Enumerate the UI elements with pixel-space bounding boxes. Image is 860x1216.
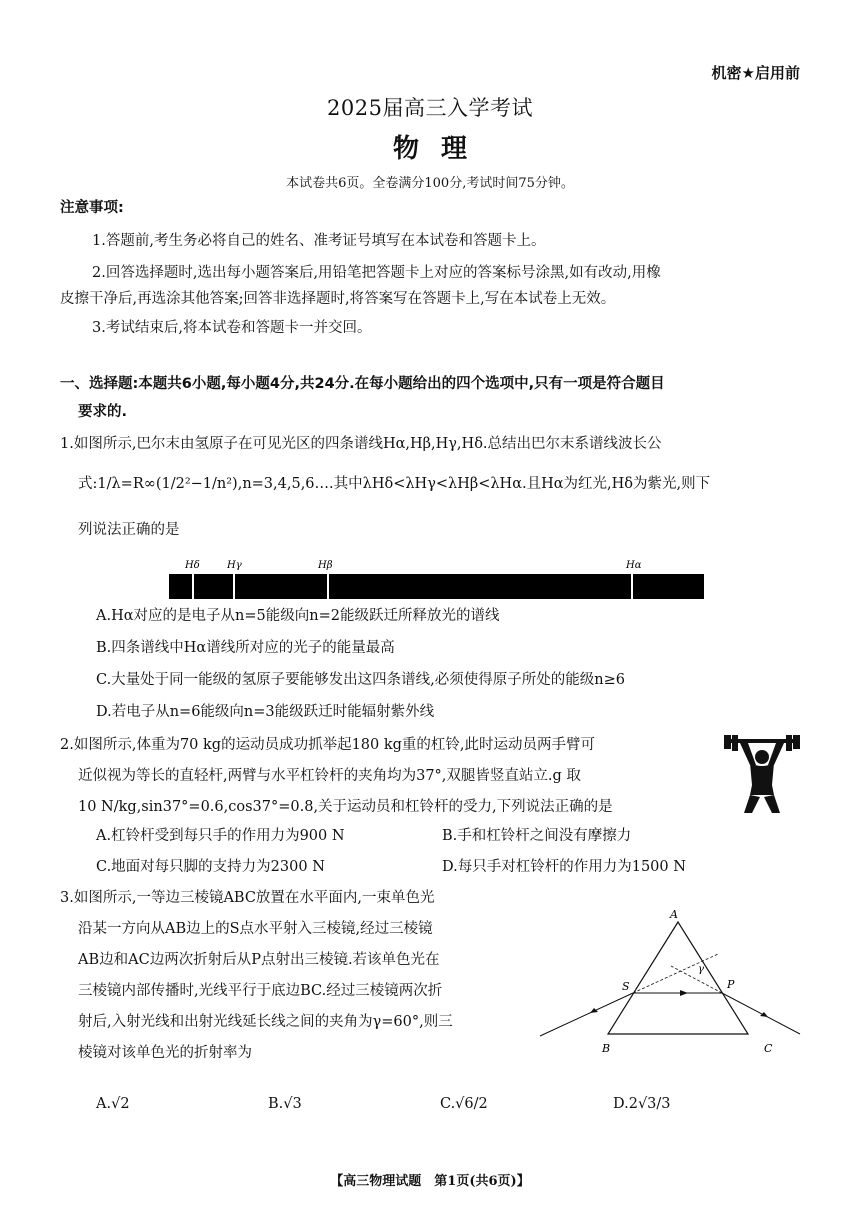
- note-item: 1.答题前,考生务必将自己的姓名、准考证号填写在本试卷和答题卡上。: [92, 233, 546, 249]
- vertex-a: A: [670, 908, 678, 921]
- q3-stem-4: 三棱镜内部传播时,光线平行于底边BC.经过三棱镜两次折: [78, 983, 443, 999]
- label-h-gamma: Hγ: [227, 560, 242, 571]
- q1-stem-end: 列说法正确的是: [78, 522, 180, 538]
- q1-option-a: A.Hα对应的是电子从n=5能级向n=2能级跃迁所释放光的谱线: [96, 608, 500, 624]
- exam-title: 2025届高三入学考试: [327, 96, 533, 120]
- q2-stem: 2.如图所示,体重为70 kg的运动员成功抓举起180 kg重的杠铃,此时运动员两手臂可: [60, 737, 596, 753]
- q2-stem-cont: 近似视为等长的直轻杆,两臂与水平杠铃杆的夹角均为37°,双腿皆竖直站立.g 取: [78, 768, 581, 784]
- q3-stem-2: 沿某一方向从AB边上的S点水平射入三棱镜,经过三棱镜: [78, 921, 433, 937]
- page-footer: 【高三物理试题 第1页(共6页)】: [330, 1174, 530, 1189]
- label-h-alpha: Hα: [626, 560, 642, 571]
- vertex-b: B: [602, 1042, 611, 1055]
- q3-option-c: C.√6/2: [440, 1096, 488, 1112]
- q3-stem-6: 棱镜对该单色光的折射率为: [78, 1045, 252, 1061]
- q1-option-c: C.大量处于同一能级的氢原子要能够发出这四条谱线,必须使得原子所处的能级n≥6: [96, 672, 626, 688]
- vertex-c: C: [764, 1042, 773, 1055]
- q3-option-b: B.√3: [268, 1096, 302, 1112]
- label-h-delta: Hδ: [185, 560, 200, 571]
- section-heading-cont: 要求的.: [78, 404, 128, 420]
- point-s: S: [622, 980, 630, 993]
- subject-title: 物理: [392, 134, 489, 164]
- q3-stem-1: 3.如图所示,一等边三棱镜ABC放置在水平面内,一束单色光: [60, 890, 435, 906]
- note-item: 皮擦干净后,再选涂其他答案;回答非选择题时,将答案写在答题卡上,写在本试卷上无效。: [60, 291, 616, 307]
- exam-info: 本试卷共6页。全卷满分100分,考试时间75分钟。: [286, 176, 574, 191]
- q2-option-c: C.地面对每只脚的支持力为2300 N: [96, 859, 325, 875]
- note-item: 3.考试结束后,将本试卷和答题卡一并交回。: [92, 320, 372, 336]
- q1-stem-formula: 式:1/λ=R∞(1/2²−1/n²),n=3,4,5,6….其中λHδ<λHγ<λHβ<λHα.且Hα为红光,Hδ为紫光,则下: [78, 476, 711, 492]
- q3-stem-3: AB边和AC边两次折射后从P点射出三棱镜.若该单色光在: [78, 952, 440, 968]
- q1-option-b: B.四条谱线中Hα谱线所对应的光子的能量最高: [96, 640, 395, 656]
- q2-stem-end: 10 N/kg,sin37°=0.6,cos37°=0.8,关于运动员和杠铃杆的受力,下列说法正确的是: [78, 799, 613, 815]
- note-item: 2.回答选择题时,选出每小题答案后,用铅笔把答题卡上对应的答案标号涂黑,如有改动,用橡: [92, 265, 661, 281]
- spectrum-figure: [165, 552, 710, 604]
- q2-option-a: A.杠铃杆受到每只手的作用力为900 N: [96, 828, 345, 844]
- angle-gamma: γ: [698, 964, 704, 975]
- q2-option-d: D.每只手对杠铃杆的作用力为1500 N: [442, 859, 686, 875]
- q3-option-d: D.2√3/3: [613, 1096, 671, 1112]
- q3-option-a: A.√2: [96, 1096, 130, 1112]
- label-h-beta: Hβ: [318, 560, 333, 571]
- section-heading: 一、选择题:本题共6小题,每小题4分,共24分.在每小题给出的四个选项中,只有一项是符合题目: [60, 376, 665, 392]
- q1-option-d: D.若电子从n=6能级向n=3能级跃迁时能辐射紫外线: [96, 704, 435, 720]
- point-p: P: [727, 978, 735, 991]
- secret-label: 机密★启用前: [711, 64, 800, 82]
- notes-heading: 注意事项:: [60, 200, 124, 216]
- q1-stem: 1.如图所示,巴尔末由氢原子在可见光区的四条谱线Hα,Hβ,Hγ,Hδ.总结出巴尔末系谱线波长公: [60, 436, 662, 452]
- incident-ray: [540, 993, 633, 1036]
- spectrum-band: [169, 574, 704, 599]
- q2-option-b: B.手和杠铃杆之间没有摩擦力: [442, 828, 632, 844]
- q3-stem-5: 射后,入射光线和出射光线延长线之间的夹角为γ=60°,则三: [78, 1014, 453, 1030]
- exit-ray: [722, 993, 800, 1034]
- weightlifter-icon: [722, 735, 802, 817]
- prism-figure: [536, 904, 806, 1060]
